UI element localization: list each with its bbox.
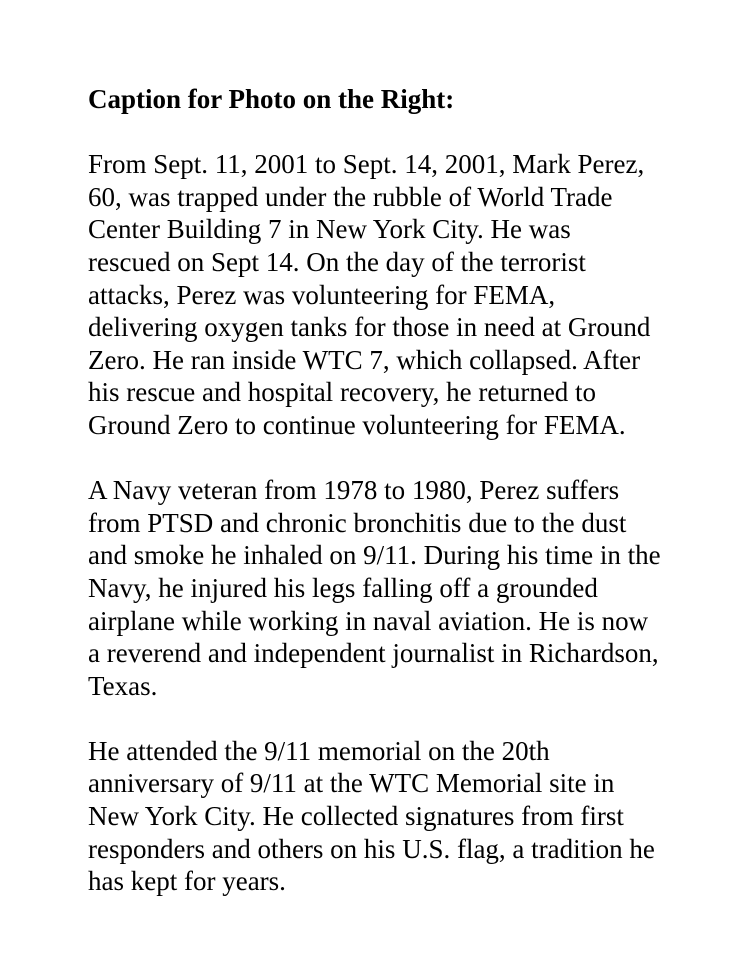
paragraph-rescue <box>88 148 688 441</box>
text-line: Zero. He ran inside WTC 7, which collapsed. After <box>88 344 641 375</box>
paragraph-memorial <box>88 735 688 898</box>
text-line: has kept for years. <box>88 866 286 897</box>
text-line: from PTSD and chronic bronchitis due to the dust <box>88 507 627 538</box>
caption-heading: Caption for Photo on the Right: <box>88 84 455 114</box>
document-body <box>88 83 688 898</box>
text-line: attacks, Perez was volunteering for FEMA, <box>88 279 556 310</box>
text-line: 60, was trapped under the rubble of World Trade <box>88 181 613 212</box>
text-line: Center Building 7 in New York City. He was <box>88 214 571 245</box>
paragraph-navy-veteran <box>88 474 688 702</box>
text-line: airplane while working in naval aviation. He is now <box>88 605 649 636</box>
text-line: responders and others on his U.S. flag, a tradition he <box>88 833 655 864</box>
text-line: Ground Zero to continue volunteering for FEMA. <box>88 409 626 440</box>
text-line: A Navy veteran from 1978 to 1980, Perez suffers <box>88 475 620 506</box>
text-line: From Sept. 11, 2001 to Sept. 14, 2001, Mark Perez, <box>88 149 645 180</box>
text-line: He attended the 9/11 memorial on the 20th <box>88 735 550 766</box>
text-line: a reverend and independent journalist in Richardson, <box>88 638 659 669</box>
text-line: anniversary of 9/11 at the WTC Memorial site in <box>88 768 615 799</box>
text-line: his rescue and hospital recovery, he returned to <box>88 377 597 408</box>
text-line: Texas. <box>88 670 158 701</box>
text-line: and smoke he inhaled on 9/11. During his time in the <box>88 540 661 571</box>
text-line: Navy, he injured his legs falling off a grounded <box>88 572 598 603</box>
text-line: rescued on Sept 14. On the day of the terrorist <box>88 246 586 277</box>
text-line: New York City. He collected signatures from first <box>88 801 624 832</box>
text-line: delivering oxygen tanks for those in need at Ground <box>88 312 651 343</box>
